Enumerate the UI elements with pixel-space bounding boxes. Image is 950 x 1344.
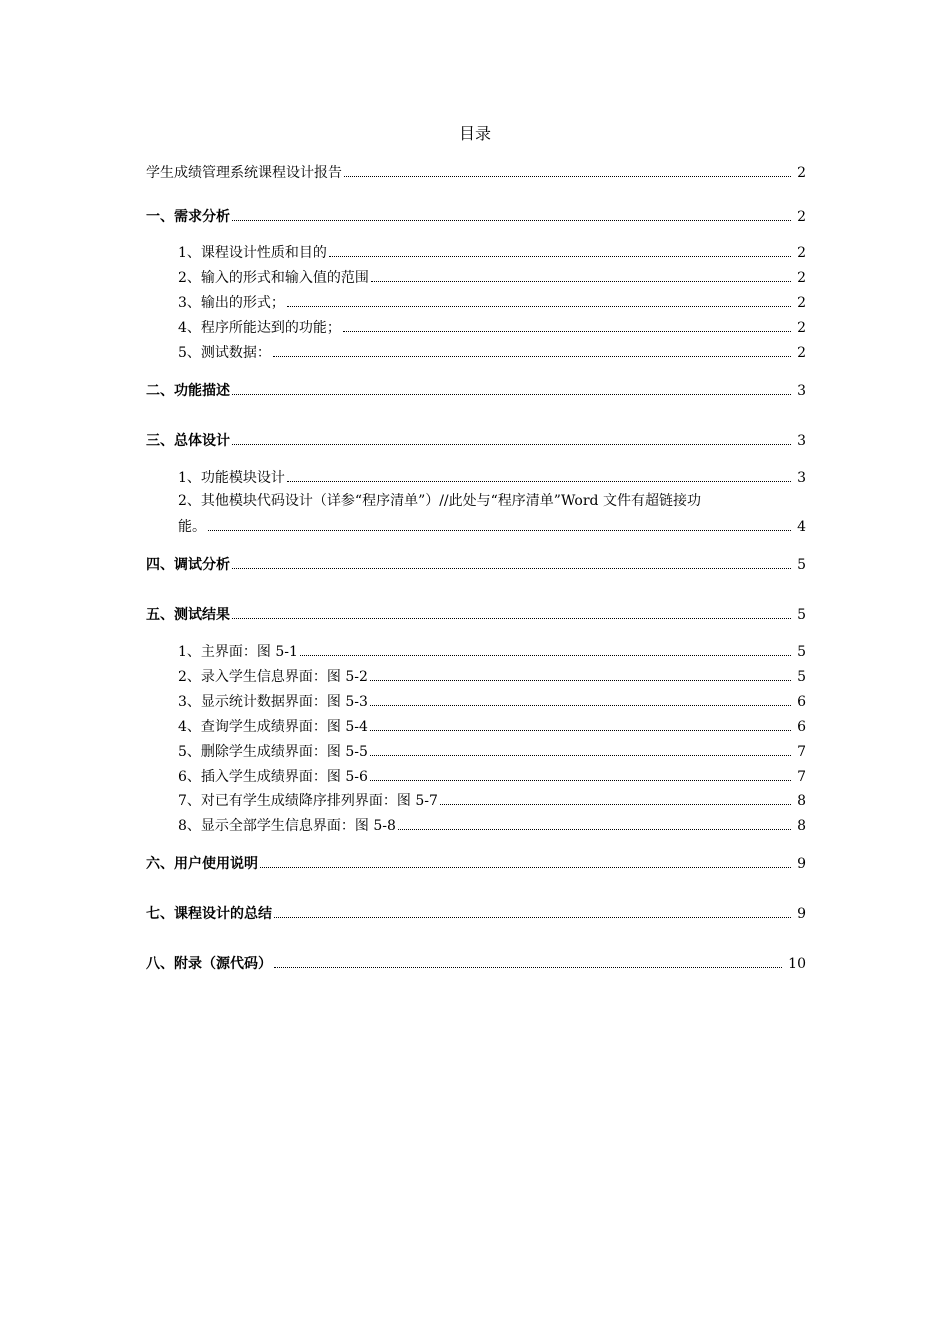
- toc-entry[interactable]: [178, 342, 806, 362]
- toc-entry-text: 5、测试数据：: [178, 345, 271, 361]
- leader-dots: [232, 443, 791, 445]
- toc-entry-text: 1、主界面：图 5-1: [178, 644, 298, 660]
- toc-entry-page: 5: [797, 644, 806, 660]
- toc-entry-text: 一、需求分析: [146, 209, 230, 225]
- toc-entry-page: 5: [797, 669, 806, 685]
- leader-dots: [232, 393, 791, 395]
- toc-entry[interactable]: [146, 380, 806, 400]
- leader-dots: [398, 828, 791, 830]
- toc-entry-page: 2: [797, 270, 806, 286]
- toc-entry[interactable]: [178, 641, 806, 661]
- leader-dots: [329, 255, 791, 257]
- toc-entry-page: 2: [797, 345, 806, 361]
- toc-entry-page: 2: [797, 320, 806, 336]
- toc-entry-text: 3、输出的形式；: [178, 295, 285, 311]
- toc-entry-text: 2、输入的形式和输入值的范围: [178, 270, 369, 286]
- toc-entry[interactable]: [178, 766, 806, 786]
- toc-entry[interactable]: [178, 242, 806, 262]
- toc-entry-text: 2、录入学生信息界面：图 5-2: [178, 669, 368, 685]
- leader-dots: [260, 866, 791, 868]
- toc-entry-page: 3: [797, 383, 806, 399]
- leader-dots: [232, 219, 791, 221]
- toc-entry-text: 学生成绩管理系统课程设计报告: [146, 165, 342, 181]
- toc-entry-text: 七、课程设计的总结: [146, 906, 272, 922]
- leader-dots: [440, 803, 791, 805]
- leader-dots: [370, 729, 791, 731]
- toc-entry-page: 10: [788, 956, 806, 972]
- toc-entry-text: 6、插入学生成绩界面：图 5-6: [178, 769, 368, 785]
- toc-entry-page: 8: [797, 793, 806, 809]
- toc-entry[interactable]: [146, 853, 806, 873]
- toc-entry-page: 2: [797, 209, 806, 225]
- toc-entry[interactable]: [146, 554, 806, 574]
- toc-entry-text: 4、查询学生成绩界面：图 5-4: [178, 719, 368, 735]
- toc-entry[interactable]: [178, 815, 806, 835]
- toc-entry-page: 7: [797, 744, 806, 760]
- toc-entry-page: 3: [797, 470, 806, 486]
- toc-entry-text: 5、删除学生成绩界面：图 5-5: [178, 744, 368, 760]
- toc-entry[interactable]: [146, 604, 806, 624]
- toc-entry-text: 8、显示全部学生信息界面：图 5-8: [178, 818, 396, 834]
- leader-dots: [344, 175, 791, 177]
- leader-dots: [370, 779, 791, 781]
- leader-dots: [370, 679, 791, 681]
- toc-entry[interactable]: [178, 267, 806, 287]
- leader-dots: [287, 305, 791, 307]
- leader-dots: [274, 916, 791, 918]
- toc-entry-page: 6: [797, 694, 806, 710]
- leader-dots: [370, 704, 791, 706]
- leader-dots: [371, 280, 791, 282]
- leader-dots: [300, 654, 791, 656]
- toc-entry-page: 8: [797, 818, 806, 834]
- toc-entry-text: 八、附录（源代码）: [146, 956, 272, 972]
- toc-entry-text: 3、显示统计数据界面：图 5-3: [178, 694, 368, 710]
- toc-entry-page: 6: [797, 719, 806, 735]
- leader-dots: [287, 480, 791, 482]
- leader-dots: [232, 617, 791, 619]
- toc-entry-page: 2: [797, 165, 806, 181]
- toc-title: 目录: [458, 124, 491, 143]
- toc-entry-text: 四、调试分析: [146, 557, 230, 573]
- leader-dots: [370, 754, 791, 756]
- toc-entry[interactable]: [178, 317, 806, 337]
- toc-entry-text: 六、用户使用说明: [146, 856, 258, 872]
- toc-entry[interactable]: [146, 430, 806, 450]
- toc-entry-text: 1、功能模块设计: [178, 470, 285, 486]
- toc-entry-page: 9: [797, 856, 806, 872]
- toc-entry-page: 7: [797, 769, 806, 785]
- toc-entry-page: 2: [797, 245, 806, 261]
- toc-entry[interactable]: [146, 162, 806, 182]
- toc-entry-text: 能。: [178, 519, 206, 535]
- toc-entry-page: 9: [797, 906, 806, 922]
- toc-entry-text: 1、课程设计性质和目的: [178, 245, 327, 261]
- toc-entry[interactable]: [178, 467, 806, 487]
- toc-entry-text: 4、程序所能达到的功能；: [178, 320, 341, 336]
- toc-entry-page: 3: [797, 433, 806, 449]
- leader-dots: [343, 330, 791, 332]
- toc-entry-text: 二、功能描述: [146, 383, 230, 399]
- toc-entry[interactable]: [146, 903, 806, 923]
- toc-entry[interactable]: [178, 666, 806, 686]
- leader-dots: [232, 567, 791, 569]
- toc-entry[interactable]: [178, 741, 806, 761]
- toc-entry-text-line1[interactable]: 2、其他模块代码设计（详参“程序清单”）//此处与“程序清单”Word 文件有超链接功: [178, 493, 701, 509]
- toc-entry[interactable]: [178, 790, 806, 810]
- toc-entry-page: 4: [797, 519, 806, 535]
- toc-entry[interactable]: [178, 292, 806, 312]
- toc-entry[interactable]: [146, 953, 806, 973]
- leader-dots: [273, 355, 791, 357]
- toc-entry[interactable]: [146, 206, 806, 226]
- toc-entry-page: 5: [797, 557, 806, 573]
- toc-entry-text: 7、对已有学生成绩降序排列界面：图 5-7: [178, 793, 438, 809]
- toc-entry-page: 5: [797, 607, 806, 623]
- toc-entry-text: 三、总体设计: [146, 433, 230, 449]
- toc-entry[interactable]: [178, 691, 806, 711]
- toc-entry-page: 2: [797, 295, 806, 311]
- leader-dots: [274, 966, 782, 968]
- leader-dots: [208, 529, 791, 531]
- toc-entry[interactable]: [178, 516, 806, 536]
- toc-entry[interactable]: [178, 716, 806, 736]
- toc-entry-text: 五、测试结果: [146, 607, 230, 623]
